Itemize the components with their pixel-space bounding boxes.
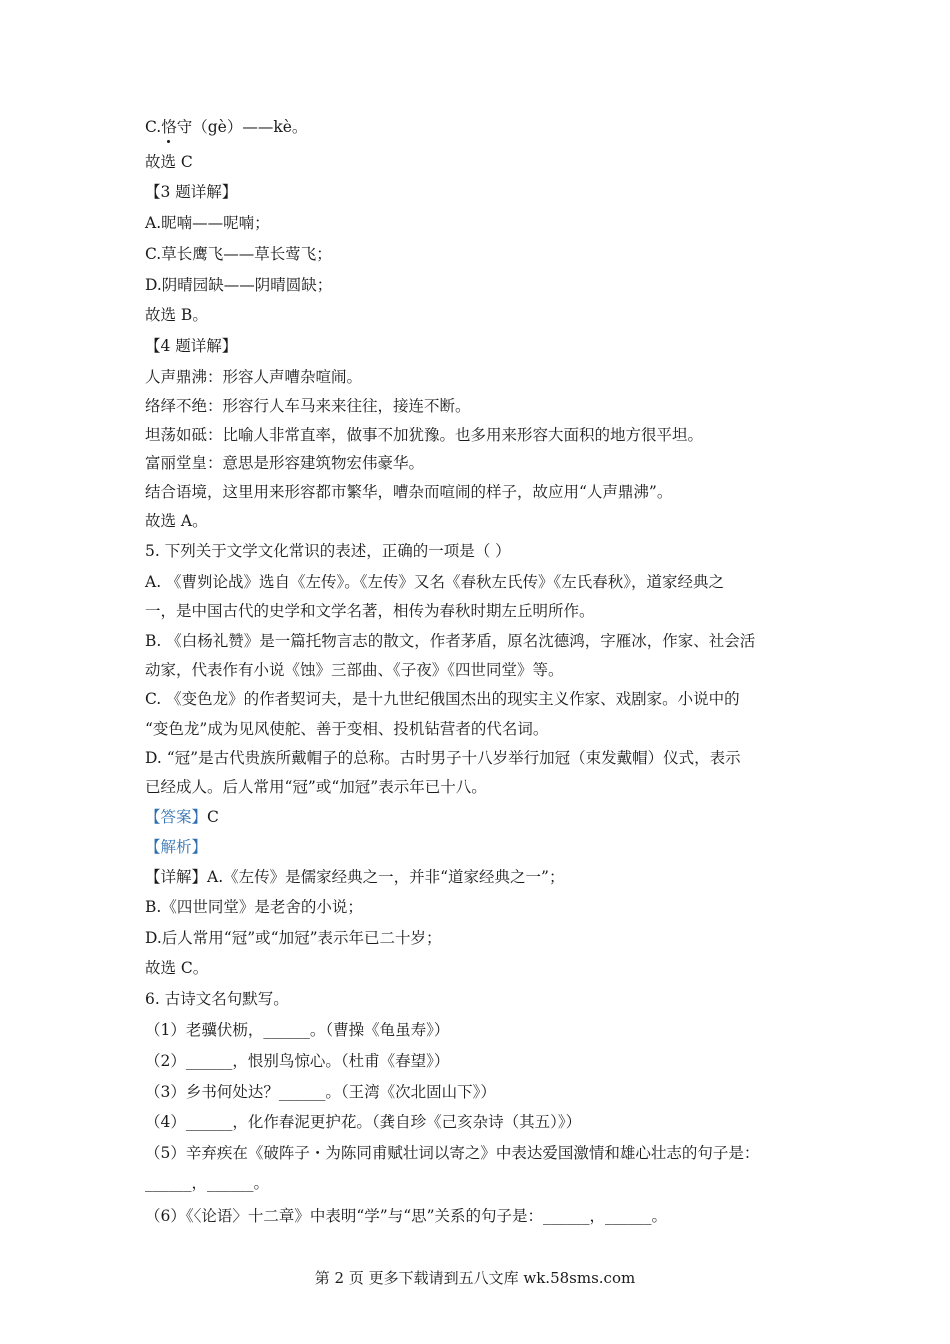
- q5-option-b-line-2: 动家，代表作有小说《蚀》三部曲、《子夜》《四世同堂》等。: [145, 661, 564, 679]
- detail-tag: 【详解】: [145, 868, 208, 886]
- q5-detail-d: D.后人常用“冠”或“加冠”表示年已二十岁；: [145, 929, 442, 947]
- q3-option-a: A.昵喃——呢喃；: [145, 214, 270, 232]
- q2-option-c: [145, 117, 805, 137]
- q3-header: 【3 题详解】: [145, 183, 238, 201]
- q5-option-d-line-2: 已经成人。后人常用“冠”或“加冠”表示年已十八。: [145, 778, 487, 796]
- q2-option-c-prefix: C.: [145, 118, 162, 136]
- q5-option-c-line-2: “变色龙”成为见风使舵、善于变相、投机钻营者的代名词。: [145, 720, 549, 738]
- detail-a-text: A.《左传》是儒家经典之一，并非“道家经典之一”；: [207, 868, 565, 886]
- q5-option-b-line-1: B. 《白杨礼赞》是一篇托物言志的散文，作者茅盾，原名沈德鸿，字雁冰，作家、社会活: [145, 632, 756, 650]
- analysis-tag: 【解析】: [145, 838, 208, 856]
- q3-option-c: C.草长鹰飞——草长莺飞；: [145, 245, 332, 263]
- q5-option-a-line-2: 一，是中国古代的史学和文学名著，相传为春秋时期左丘明所作。: [145, 602, 595, 620]
- answer-value: C: [207, 808, 219, 826]
- q5-detail-b: B.《四世同堂》是老舍的小说；: [145, 898, 363, 916]
- q6-item-3: （3）乡书何处达？______。（王湾《次北固山下》）: [145, 1083, 496, 1101]
- q5-option-c-line-1: C. 《变色龙》的作者契诃夫，是十九世纪俄国杰出的现实主义作家、戏剧家。小说中的: [145, 690, 740, 708]
- q6-item-2: （2）______，恨别鸟惊心。（杜甫《春望》）: [145, 1052, 450, 1070]
- answer-tag: 【答案】: [145, 808, 208, 826]
- q3-answer: 故选 B。: [145, 306, 208, 324]
- q5-answer: 故选 C。: [145, 959, 209, 977]
- q2-dotted-character: 恪: [161, 118, 177, 136]
- q5-detail-a: [145, 867, 805, 887]
- q4-line-3: 坦荡如砥：比喻人非常直率，做事不加犹豫。也多用来形容大面积的地方很平坦。: [145, 426, 704, 444]
- q5-stem: 5. 下列关于文学文化常识的表述，正确的一项是（ ）: [145, 542, 511, 560]
- q6-item-6: （6）《〈论语〉十二章》中表明“学”与“思”关系的句子是：______，______。: [145, 1207, 668, 1225]
- q4-line-4: 富丽堂皇：意思是形容建筑物宏伟豪华。: [145, 454, 425, 472]
- page-footer: 第 2 页 更多下载请到五八文库 wk.58sms.com: [314, 1269, 636, 1287]
- q3-option-d: D.阴晴园缺——阴晴圆缺；: [145, 276, 333, 294]
- q6-item-4: （4）______，化作春泥更护花。（龚自珍《己亥杂诗（其五）》）: [145, 1113, 582, 1131]
- q4-header: 【4 题详解】: [145, 337, 238, 355]
- q4-line-1: 人声鼎沸：形容人声嘈杂喧闹。: [145, 368, 363, 386]
- q6-item-1: （1）老骥伏枥，______。（曹操《龟虽寿》）: [145, 1021, 450, 1039]
- q4-line-2: 络绎不绝：形容行人车马来来往往，接连不断。: [145, 397, 471, 415]
- q6-stem: 6. 古诗文名句默写。: [145, 990, 289, 1008]
- q2-option-c-rest: 守（gè）——kè。: [176, 118, 308, 136]
- q2-answer: 故选 C: [145, 153, 193, 171]
- q5-answer-line: [145, 807, 805, 827]
- q5-option-d-line-1: D. “冠”是古代贵族所戴帽子的总称。古时男子十八岁举行加冠（束发戴帽）仪式，表示: [145, 749, 741, 767]
- q6-item-5-line-1: （5）辛弃疾在《破阵子・为陈同甫赋壮词以寄之》中表达爱国激情和雄心壮志的句子是：: [145, 1144, 760, 1162]
- q4-line-5: 结合语境，这里用来形容都市繁华，嘈杂而喧闹的样子，故应用“人声鼎沸”。: [145, 483, 673, 501]
- q5-option-a-line-1: A. 《曹刿论战》选自《左传》。《左传》又名《春秋左氏传》《左氏春秋》，道家经典之: [145, 573, 725, 591]
- q6-item-5-line-2: ______，______。: [145, 1174, 270, 1192]
- q4-answer: 故选 A。: [145, 512, 208, 530]
